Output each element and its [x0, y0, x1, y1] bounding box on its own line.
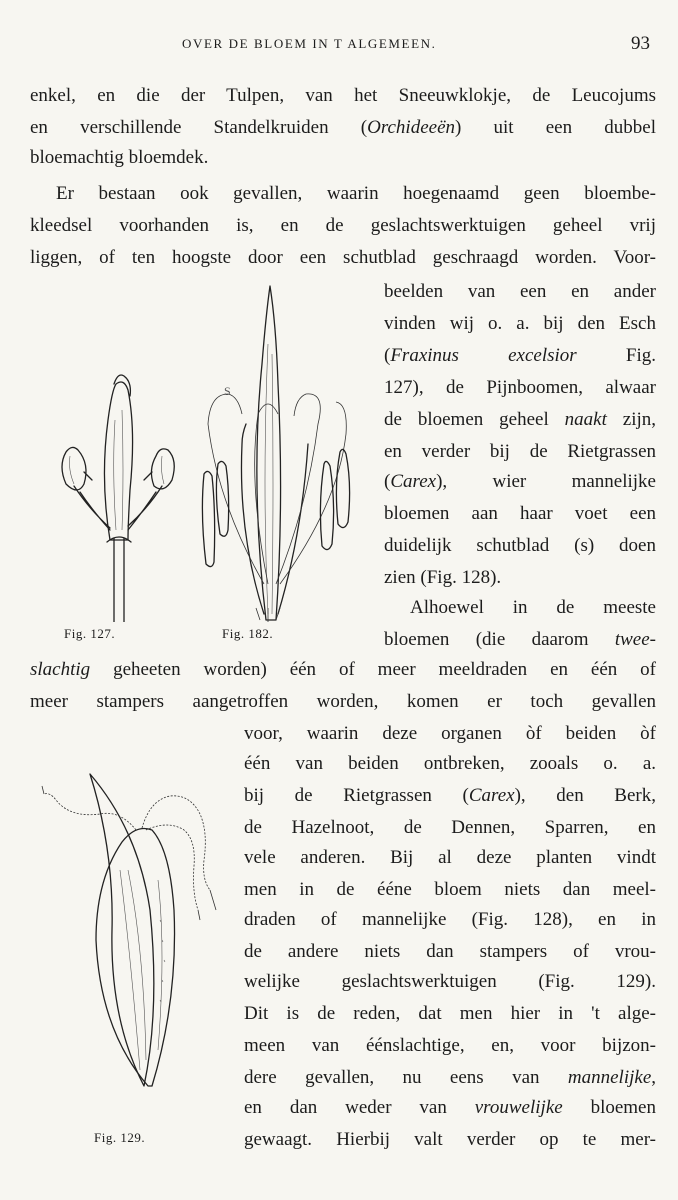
text-line: gewaagt. Hierbij valt verder op te mer- — [244, 1129, 656, 1150]
text-line: de andere niets dan stampers of vrou- — [244, 941, 656, 962]
fig-128-caption: Fig. 182. — [222, 626, 274, 641]
text-line: welijke geslachtswerktuigen (Fig. 129). — [244, 971, 656, 992]
italic-term: Fraxinus excelsior — [390, 345, 577, 366]
text-line: Dit is de reden, dat men hier in 't alge- — [244, 1003, 656, 1024]
text-line: dere gevallen, nu eens van mannelijke, — [244, 1067, 656, 1088]
text-line: bloemachtig bloemdek. — [30, 147, 209, 168]
text-line: vinden wij o. a. bij den Esch — [384, 313, 656, 334]
text-line: en verder bij de Rietgrassen — [384, 441, 656, 462]
text-line: (Carex), wier mannelijke — [384, 471, 656, 492]
text-line: bloemen aan haar voet een — [384, 503, 656, 524]
italic-term: vrouwelijke — [474, 1097, 563, 1118]
fig-129-caption: Fig. 129. — [94, 1130, 146, 1145]
text-line: en verschillende Standelkruiden (Orchideeën) uit een dubbel — [30, 117, 656, 138]
italic-term: Carex — [468, 785, 515, 806]
text-line: men in de ééne bloem niets dan meel- — [244, 879, 656, 900]
text-line: slachtig geheeten worden) één of meer meeldraden en één of — [30, 659, 656, 680]
running-head: OVER DE BLOEM IN T ALGEMEEN. — [182, 36, 437, 51]
italic-term: mannelijke — [567, 1067, 652, 1088]
text-line: de bloemen geheel naakt zijn, — [384, 409, 656, 430]
text-line: bloemen (die daarom twee- — [384, 629, 656, 650]
text-line: Alhoewel in de meeste — [410, 597, 656, 618]
text-line: Er bestaan ook gevallen, waarin hoegenaamd geen bloembe- — [56, 183, 656, 204]
text-line: en dan weder van vrouwelijke bloemen — [244, 1097, 656, 1118]
bract-label-s: S — [224, 384, 232, 398]
text-line: bij de Rietgrassen (Carex), den Berk, — [244, 785, 656, 806]
text-line: (Fraxinus excelsior Fig. — [384, 345, 656, 366]
text-line: draden of mannelijke (Fig. 128), en in — [244, 909, 656, 930]
text-line: beelden van een en ander — [384, 281, 656, 302]
fig-129-illustration — [40, 770, 230, 1090]
text-line: de Hazelnoot, de Dennen, Sparren, en — [244, 817, 656, 838]
text-line: één van beiden ontbreken, zooals o. a. — [244, 753, 656, 774]
text-line: zien (Fig. 128). — [384, 567, 502, 588]
italic-term: twee- — [614, 629, 656, 650]
text-line: kleedsel voorhanden is, en de geslachtswerktuigen geheel vrij — [30, 215, 656, 236]
text-line: 127), de Pijnboomen, alwaar — [384, 377, 656, 398]
text-line: voor, waarin deze organen òf beiden òf — [244, 723, 656, 744]
italic-term: Orchideeën — [367, 117, 456, 138]
fig-127-caption: Fig. 127. — [64, 626, 116, 641]
text-line: meen van éénslachtige, en, voor bijzon- — [244, 1035, 656, 1056]
italic-term: slachtig — [30, 659, 91, 680]
italic-term: Carex — [390, 471, 437, 492]
text-line: duidelijk schutblad (s) doen — [384, 535, 656, 556]
fig-128-illustration — [198, 284, 358, 624]
italic-term: naakt — [564, 409, 607, 430]
fig-127-illustration — [52, 360, 182, 622]
text-line: vele anderen. Bij al deze planten vindt — [244, 847, 656, 868]
text-line: meer stampers aangetroffen worden, komen er toch gevallen — [30, 691, 656, 712]
text-line: enkel, en die der Tulpen, van het Sneeuwklokje, de Leucojums — [30, 85, 656, 106]
text-line: liggen, of ten hoogste door een schutblad geschraagd worden. Voor- — [30, 247, 656, 268]
page-number: 93 — [631, 33, 650, 54]
